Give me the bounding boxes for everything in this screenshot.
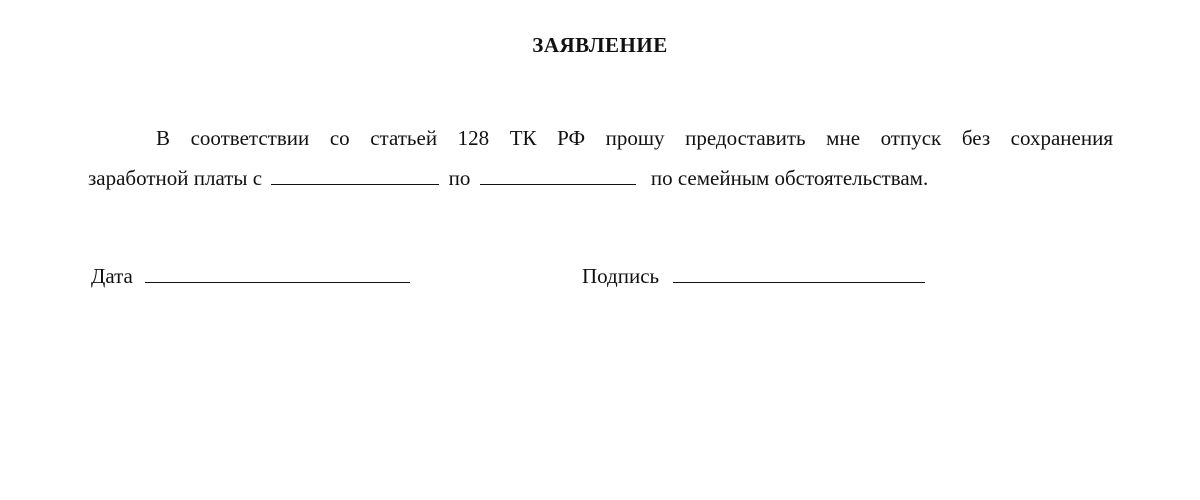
date-label: Дата: [91, 264, 133, 288]
reason-text: по семейным обстоятельствам.: [650, 166, 929, 190]
paragraph-line-1: [88, 126, 1113, 151]
signature-label: Подпись: [582, 264, 660, 288]
paragraph-line-1-text: В соответствии со статьей 128 ТК РФ прошу предоставить мне отпуск без сохранения: [156, 126, 1113, 150]
end-date-blank-field[interactable]: [480, 164, 636, 185]
paragraph-line-2: [88, 164, 928, 191]
document-title: ЗАЯВЛЕНИЕ: [532, 33, 668, 57]
period-from-label: заработной платы с: [88, 166, 263, 190]
signature-blank-field[interactable]: [673, 262, 925, 283]
date-row: [91, 262, 410, 289]
start-date-blank-field[interactable]: [271, 164, 439, 185]
date-blank-field[interactable]: [145, 262, 410, 283]
period-to-label: по: [448, 166, 471, 190]
signature-row: [582, 262, 925, 289]
